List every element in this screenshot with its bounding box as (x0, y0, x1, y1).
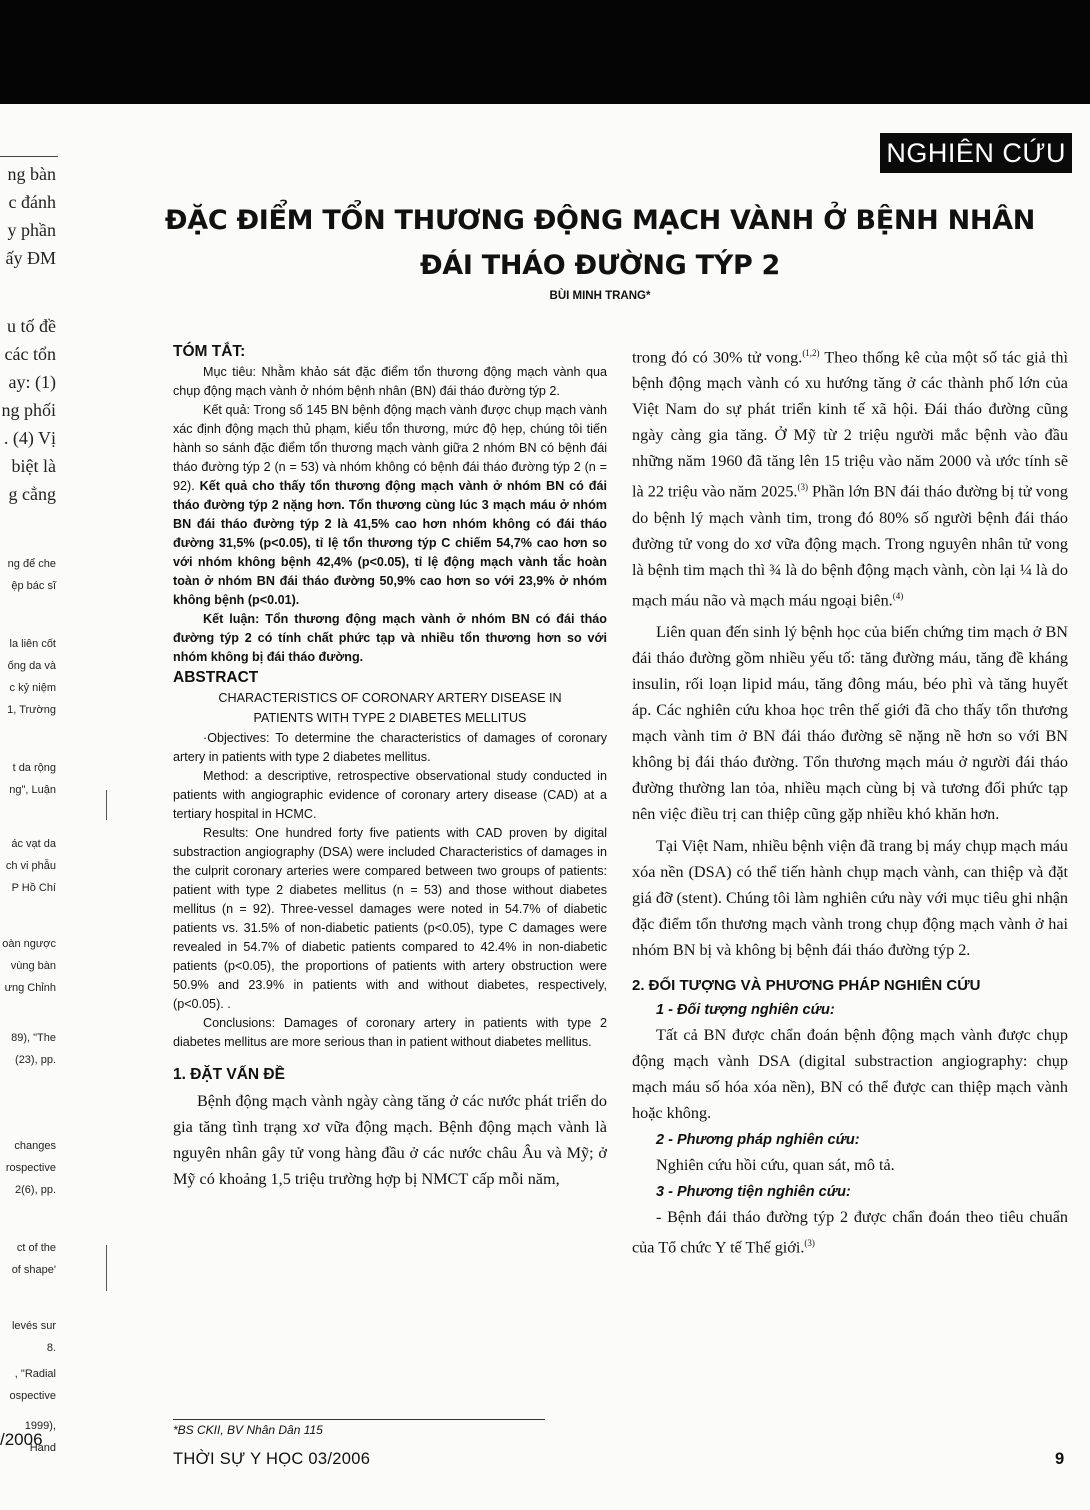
strip-line: g cẳng (8, 484, 56, 504)
scan-mark (106, 1245, 107, 1291)
footnote-rule (173, 1419, 545, 1420)
abstract-conclusions: Conclusions: Damages of coronary artery in patients with type 2 diabetes mellitus are more serious than in patient without diabetes mellitus. (173, 1016, 607, 1049)
strip-line: ng để che (7, 558, 56, 570)
strip-line: ấy ĐM (5, 248, 56, 268)
summary-heading: TÓM TẮT: (173, 343, 246, 360)
subsection-1-text: Tất cả BN được chẩn đoán bệnh động mạch vành được chụp động mạch vành DSA (digital substraction angiography: chụp mạch máu số hóa xóa nền), BN có thể được can thiệp mạch vành hoặc không. (632, 1026, 1068, 1123)
section-tag: NGHIÊN CỨU (880, 133, 1072, 173)
strip-line: 89), "The (11, 1032, 56, 1044)
strip-line: oàn ngược (2, 938, 56, 950)
strip-line: of shape' (11, 1264, 56, 1276)
strip-line: ay: (1) (8, 372, 56, 392)
subsection-3-text: - Bệnh đái tháo đường týp 2 được chẩn đoán theo tiêu chuẩn của Tổ chức Y tế Thế giới.$^{(3)}$ (632, 1208, 1068, 1257)
strip-line: t da rộng (12, 762, 56, 774)
strip-line: c kỷ niệm (9, 682, 56, 694)
right-column (632, 340, 1068, 1261)
subsection-1-heading: 1 - Đối tượng nghiên cứu: (656, 1002, 835, 1019)
strip-line: ng phối (1, 400, 56, 420)
strip-line: ưng Chỉnh (4, 982, 56, 994)
intro-objective: Tại Việt Nam, nhiều bệnh viện đã trang bị máy chụp mạch máu xóa nền (DSA) có thể tiến hành chụp mạch vành, can thiệp và đặt giá đỡ (stent). Chúng tôi làm nghiên cứu này với mục tiêu ghi nhận đặc điểm tổn thương mạch vành trong chụp động mạch vành ở hai nhóm BN bị và không bị bệnh đái tháo đường týp 2. (632, 837, 1068, 960)
strip-year: /2006 (0, 1430, 43, 1449)
top-black-band (0, 0, 1090, 104)
journal-name: THỜI SỰ Y HỌC 03/2006 (173, 1450, 371, 1468)
intro-continued: trong đó có 30% tử vong.$^{(1,2)}$ Theo thống kê của một số tác giả thì bệnh động mạch vành có xu hướng tăng ở các thành phố lớn của Việt Nam do sự phát triển kinh tế xã hội. Đái tháo đường cũng ngày càng gia tăng. Ở Mỹ từ 2 triệu người mắc bệnh vào đầu những năm 1960 đã tăng lên 15 triệu vào năm 2000 và ước tính sẽ là 22 triệu vào năm 2025.$^{(3)}$ Phần lớn BN đái tháo đường bị tử vong do bệnh lý mạch vành tim, trong đó 80% số người bệnh đái tháo đường tử vong do xơ vữa động mạch. Trong nguyên nhân tử vong là bệnh tim mạch thì ¾ là do bệnh động mạch vành, còn lại ¼ là do mạch máu não và mạch máu ngoại biên.$^{(4)}$ (632, 348, 1069, 610)
strip-rule (0, 156, 58, 157)
section-1-heading: 1. ĐẶT VẤN ĐỀ (173, 1066, 285, 1083)
summary-objective: Mục tiêu: Nhằm khảo sát đặc điểm tổn thương động mạch vành qua chụp động mạch vành ở nhóm bệnh nhân (BN) đái tháo đường týp 2. (173, 365, 607, 398)
subsection-3-heading: 3 - Phương tiện nghiên cứu: (656, 1184, 851, 1201)
strip-line: 1999), (24, 1420, 56, 1432)
abstract-objectives: ·Objectives: To determine the characteristics of damages of coronary artery in patients with type 2 diabetes mellitus. (173, 731, 607, 764)
strip-line: ng bàn (7, 164, 56, 184)
strip-line: ng", Luận (9, 784, 56, 796)
article-title-line-2: ĐÁI THÁO ĐƯỜNG TÝP 2 (419, 250, 781, 281)
summary-conclusion: Kết luận: Tổn thương động mạch vành ở nhóm BN có đái tháo đường týp 2 có tính chất phức tạp và nhiều tổn thương hơn so với nhóm không bị đái tháo đường. (173, 612, 607, 664)
strip-line: levés sur (11, 1320, 56, 1332)
strip-line: changes (14, 1140, 56, 1152)
strip-line: ệp bác sĩ (11, 580, 56, 592)
strip-line: ch vi phẫu (5, 860, 56, 872)
strip-line: . (4) Vị (3, 428, 56, 448)
abstract-heading: ABSTRACT (173, 669, 259, 686)
subsection-2-heading: 2 - Phương pháp nghiên cứu: (656, 1132, 860, 1149)
section-1-paragraph: Bệnh động mạch vành ngày càng tăng ở các nước phát triển do gia tăng tình trạng xơ vữa động mạch. Bệnh động mạch vành là nguyên nhân gây tử vong hàng đầu ở các nước châu Âu và Mỹ; ở Mỹ có khoảng 1,5 triệu trường hợp bị NMCT cấp mỗi năm, (173, 1092, 607, 1188)
strip-line: Hand (29, 1442, 56, 1454)
article-header (150, 198, 1050, 302)
strip-line: ct of the (16, 1242, 56, 1254)
strip-line: ống da và (7, 660, 56, 672)
author-footnote: *BS CKII, BV Nhân Dân 115 (173, 1423, 323, 1437)
strip-line: ospective (9, 1390, 56, 1402)
strip-line: 8. (46, 1342, 56, 1354)
intro-pathophysiology: Liên quan đến sinh lý bệnh học của biến chứng tim mạch ở BN đái tháo đường gồm nhiều yếu tố: tăng đường máu, tăng đề kháng insulin, rối loạn lipid máu, tăng đông máu, béo phì và tăng huyết áp. Các nghiên cứu khoa học trên thế giới đã cho thấy tổn thương mạch vành tim ở BN đái tháo đường sẽ nặng nề hơn so với BN không bị đái tháo đường. Tổn thương mạch máu ở người đái tháo đường thường lan tỏa, nhiều mạch cùng bị và tương đối phức tạp nên việc điều trị can thiệp cũng gặp nhiều khó khăn hơn. (632, 623, 1068, 824)
scan-mark (106, 790, 107, 820)
strip-line: rospective (5, 1162, 56, 1174)
strip-line: vùng bàn (10, 960, 56, 972)
strip-line: c đánh (8, 192, 56, 212)
adjacent-page-strip (0, 150, 62, 1490)
strip-line: (23), pp. (15, 1054, 56, 1066)
abstract-method: Method: a descriptive, retrospective observational study conducted in patients with angiographic evidence of coronary artery disease (CAD) at a tertiary hospital in HCMC. (173, 769, 607, 821)
subsection-2-text: Nghiên cứu hồi cứu, quan sát, mô tả. (656, 1156, 895, 1175)
article-title-line-1: ĐẶC ĐIỂM TỔN THƯƠNG ĐỘNG MẠCH VÀNH Ở BỆNH NHÂN (164, 205, 1036, 236)
strip-line: la liên cốt (9, 638, 56, 650)
abstract-title-1: CHARACTERISTICS OF CORONARY ARTERY DISEASE IN (218, 691, 562, 705)
abstract-results: Results: One hundred forty five patients with CAD proven by digital substraction angiography (DSA) were included Characteristics of damages in the culprit coronary arteries were compared between two groups of patients: patient with type 2 diabetes mellitus (n = 53) and those without diabetes mellitus (n = 92). Three-vessel damages were noted in 54.7% of diabetic patients vs. 31.5% of non-diabetic patients (p<0.05), type C damages were revealed in 54.7% of diabetic patients compared to 42.4% in non-diabetic patients (p<0.05), the proportions of patients with artery obstruction were 50.9% and 23.9% in patients with and without diabetes, respectively, (p<0.05). . (173, 826, 607, 1011)
strip-line: y phần (7, 220, 56, 240)
author: BÙI MINH TRANG* (549, 290, 651, 302)
strip-line: , "Radial (14, 1368, 56, 1380)
strip-line: u tố đề (7, 316, 56, 336)
strip-line: 1, Trường (7, 704, 56, 716)
strip-line: P Hồ Chí (11, 882, 56, 894)
strip-line: 2(6), pp. (15, 1184, 56, 1196)
abstract-title-2: PATIENTS WITH TYPE 2 DIABETES MELLITUS (253, 711, 527, 725)
summary-results: Kết quả: Trong số 145 BN bệnh động mạch vành được chụp mạch vành xác định động mạch thủ phạm, kiểu tổn thương, mức độ hẹp, chúng tôi tiến hành so sánh đặc điểm tổn thương mạch vành giữa 2 nhóm BN có bệnh đái tháo đường týp 2 (n = 53) và nhóm không có bệnh đái tháo đường týp 2 (n = 92). Kết quả cho thấy tổn thương động mạch vành ở nhóm BN có đái tháo đường týp 2 nặng hơn. Tổn thương cùng lúc 3 mạch máu ở nhóm BN đái tháo đường týp 2 là 41,5% cao hơn nhóm không có đái tháo đường 31,5% (p<0.05), tỉ lệ tổn thương týp C chiếm 54,7% cao hơn so với nhóm không bệnh 42,4% (p<0.05), tỉ lệ động mạch vành tắc hoàn toàn ở nhóm BN đái tháo đường 50,9% cao hơn so với 23,9% ở nhóm không bệnh (p<0.01). (173, 403, 607, 607)
section-2-heading: 2. ĐỐI TƯỢNG VÀ PHƯƠNG PHÁP NGHIÊN CỨU (632, 977, 981, 995)
left-column (173, 343, 607, 1192)
strip-line: các tổn (4, 344, 56, 364)
page-number: 9 (1055, 1450, 1065, 1468)
strip-line: ác vạt da (11, 838, 56, 850)
strip-line: biệt là (11, 456, 56, 476)
